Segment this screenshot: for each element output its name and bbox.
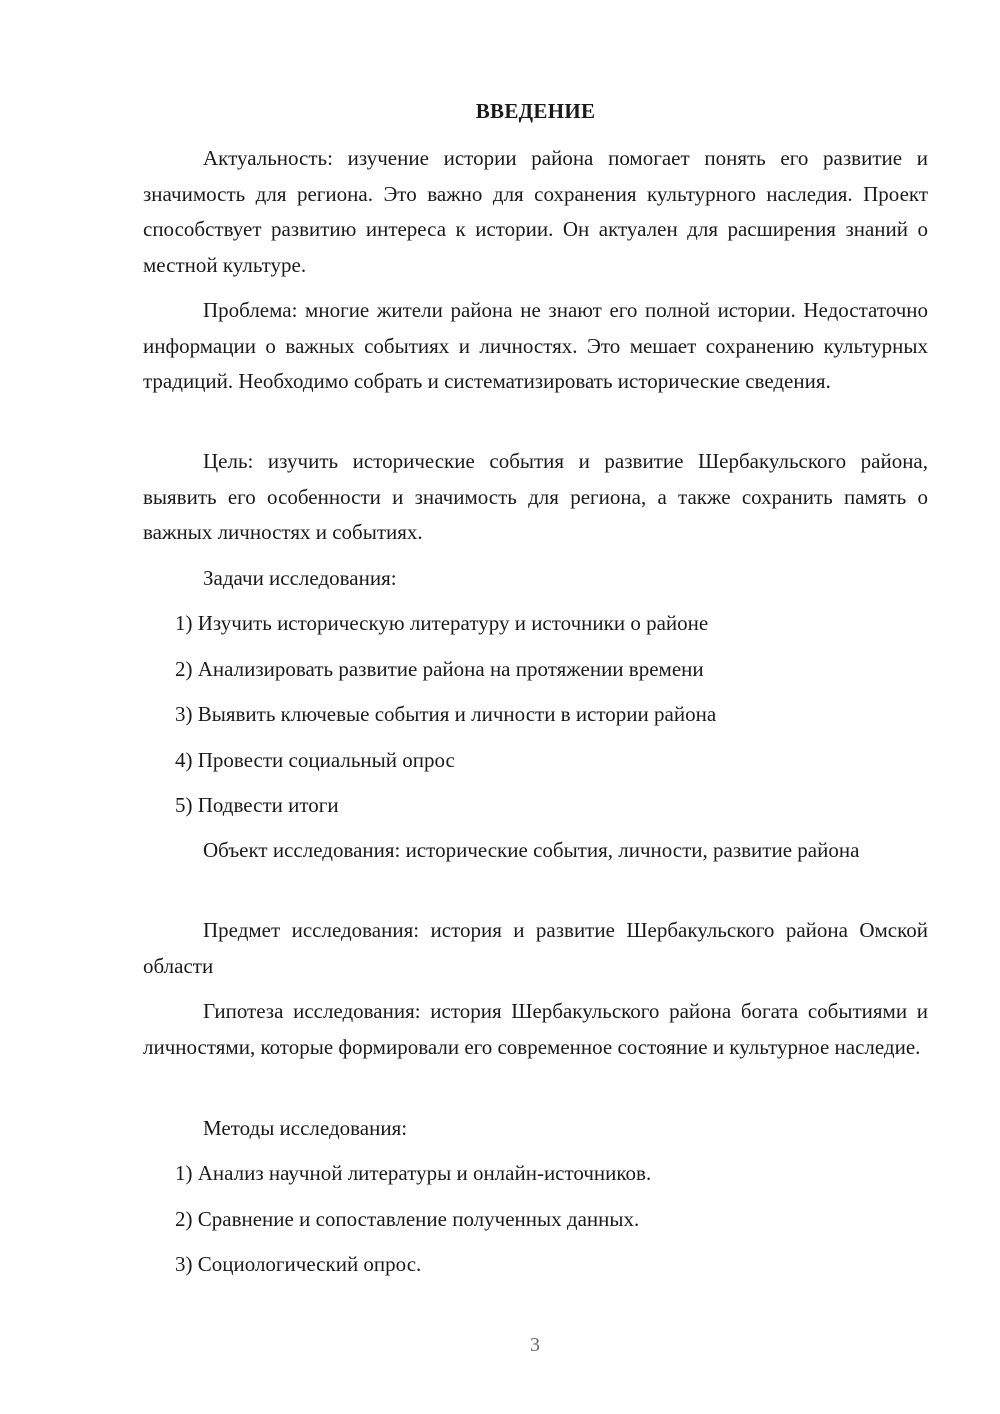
problem-paragraph: Проблема: многие жители района не знают его полной истории. Недостаточно информации о важных событиях и личностях. Это мешает сохранению культурных традиций. Необходимо собрать и систематизировать исторические сведения. <box>143 298 928 393</box>
subject-paragraph: Предмет исследования: история и развитие Шербакульского района Омской области <box>143 918 928 978</box>
page-number: 3 <box>530 1334 540 1356</box>
methods-title: Методы исследования: <box>203 1116 408 1140</box>
method-item-3: 3) Социологический опрос. <box>175 1252 422 1276</box>
tasks-title: Задачи исследования: <box>203 566 397 590</box>
goal-paragraph: Цель: изучить исторические события и развитие Шербакульского района, выявить его особенности и значимость для региона, а также сохранить память о важных личностях и событиях. <box>143 449 928 544</box>
method-item-1: 1) Анализ научной литературы и онлайн-источников. <box>175 1161 652 1185</box>
relevance-paragraph: Актуальность: изучение истории района помогает понять его развитие и значимость для региона. Это важно для сохранения культурного наследия. Проект способствует развитию интереса к истории. Он актуален для расширения знаний о местной культуре. <box>143 146 928 277</box>
task-item-5: 5) Подвести итоги <box>175 793 339 817</box>
method-item-2: 2) Сравнение и сопоставление полученных данных. <box>175 1207 640 1231</box>
task-item-3: 3) Выявить ключевые события и личности в истории района <box>175 702 717 726</box>
object-paragraph: Объект исследования: исторические события, личности, развитие района <box>203 838 860 862</box>
task-item-1: 1) Изучить историческую литературу и источники о районе <box>175 611 709 635</box>
page-title: ВВЕДЕНИЕ <box>475 99 596 123</box>
task-item-4: 4) Провести социальный опрос <box>175 748 455 772</box>
task-item-2: 2) Анализировать развитие района на протяжении времени <box>175 657 704 681</box>
hypothesis-paragraph: Гипотеза исследования: история Шербакульского района богата событиями и личностями, которые формировали его современное состояние и культурное наследие. <box>143 999 928 1059</box>
